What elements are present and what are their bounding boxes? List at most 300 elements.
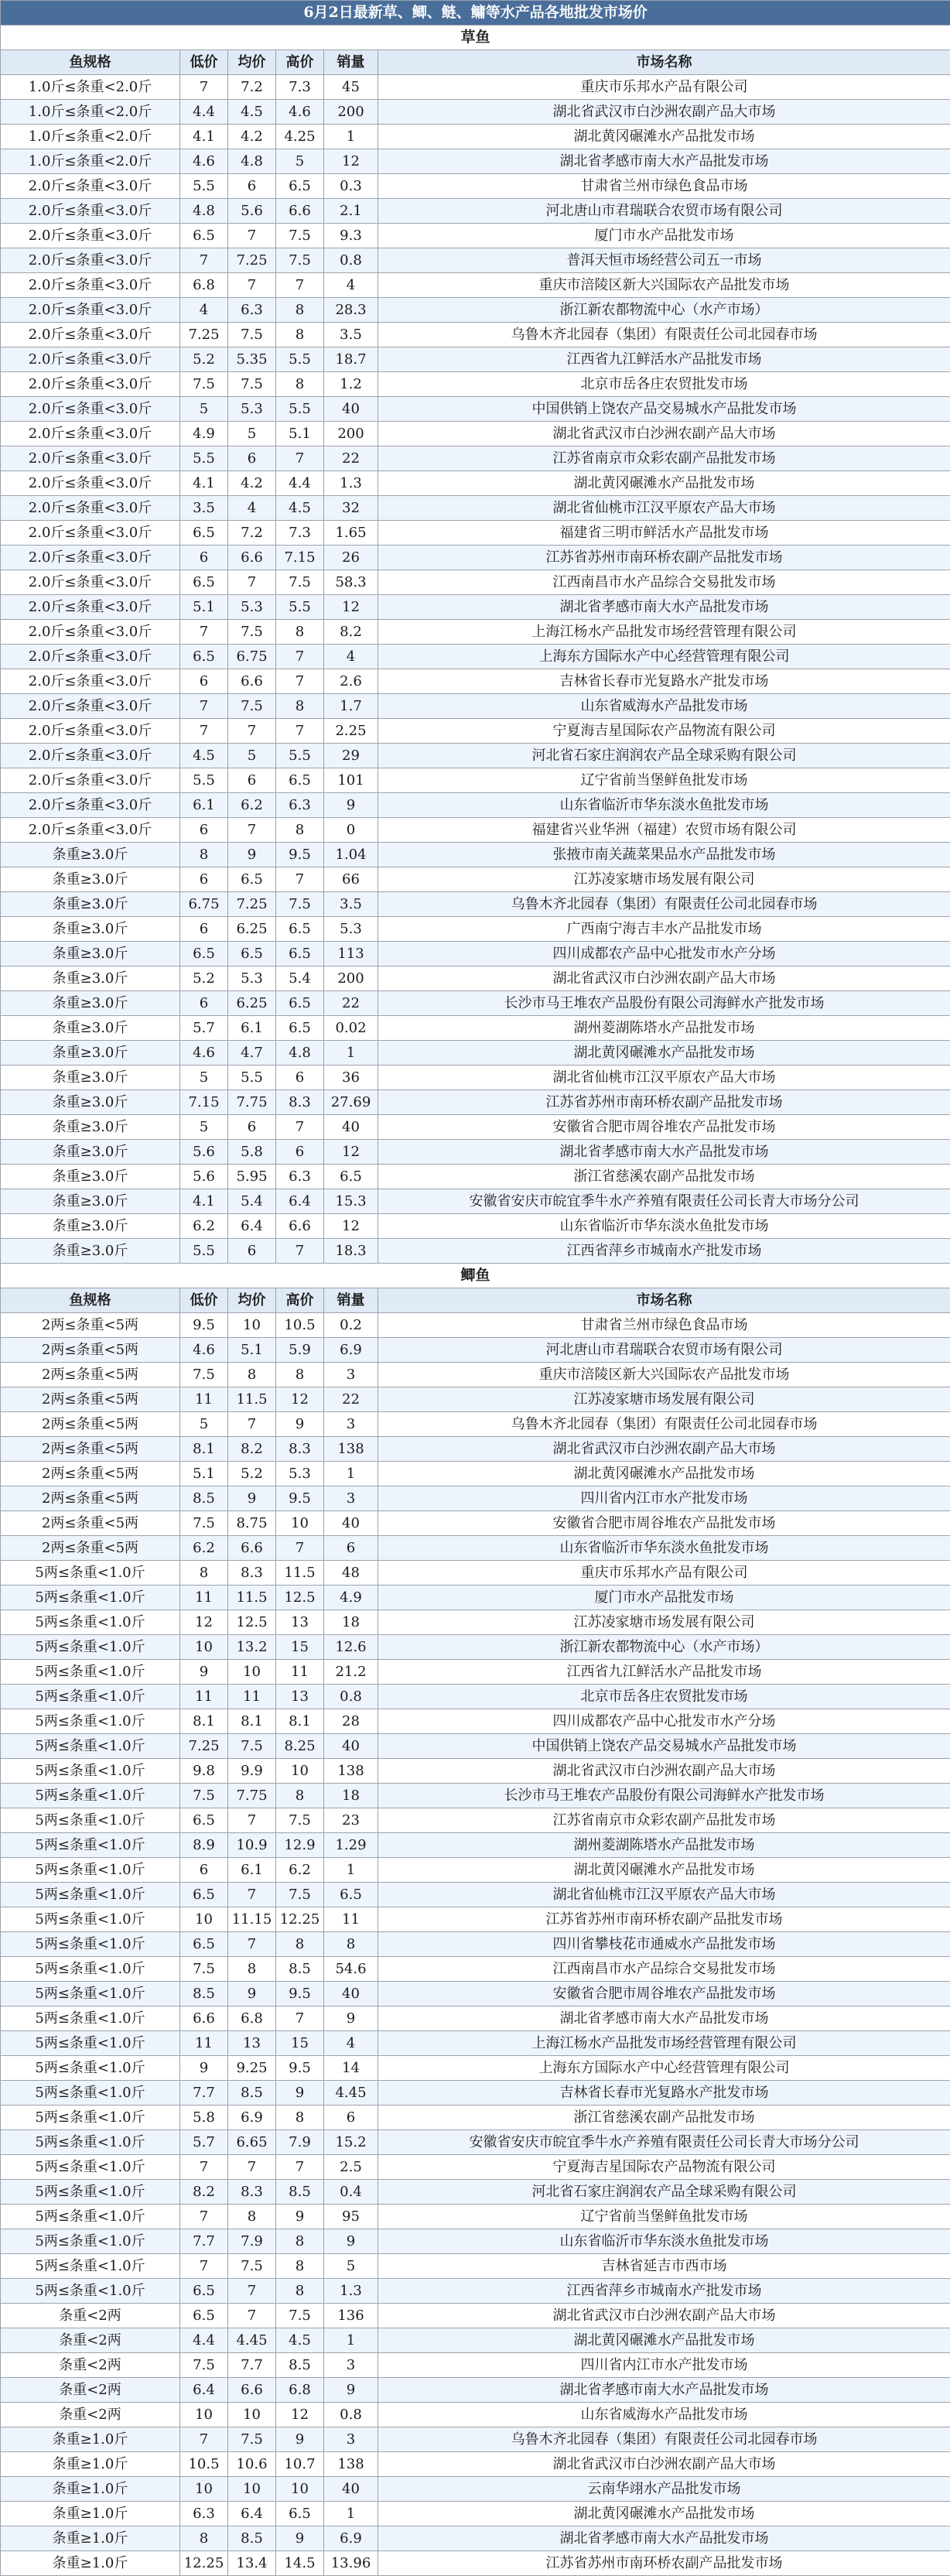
avg-price-cell: 9: [228, 1486, 276, 1511]
high-price-cell: 7: [276, 719, 324, 744]
spec-cell: 2.0斤≤条重<3.0斤: [1, 422, 180, 446]
high-price-cell: 7: [276, 446, 324, 471]
spec-cell: 2.0斤≤条重<3.0斤: [1, 744, 180, 768]
volume-cell: 1: [324, 2502, 378, 2526]
volume-cell: 6.9: [324, 1338, 378, 1363]
high-price-cell: 9: [276, 2205, 324, 2229]
low-price-cell: 5.6: [180, 1165, 228, 1189]
avg-price-cell: 7: [228, 1808, 276, 1833]
spec-cell: 5两≤条重<1.0斤: [1, 2180, 180, 2205]
volume-cell: 200: [324, 966, 378, 991]
low-price-cell: 7: [180, 2427, 228, 2452]
market-name-cell: 河北省石家庄润润农产品全球采购有限公司: [378, 2180, 950, 2205]
volume-cell: 3: [324, 2353, 378, 2378]
volume-cell: 5: [324, 2254, 378, 2279]
low-price-cell: 5.2: [180, 347, 228, 372]
low-price-cell: 5.5: [180, 174, 228, 199]
low-price-cell: 6.75: [180, 892, 228, 917]
high-price-cell: 7.3: [276, 75, 324, 100]
low-price-cell: 10: [180, 2403, 228, 2427]
volume-cell: 48: [324, 1561, 378, 1586]
avg-price-cell: 7: [228, 1932, 276, 1957]
table-row: [1, 2006, 950, 2031]
volume-cell: 1.65: [324, 521, 378, 546]
market-name-cell: 上海江杨水产品批发市场经营管理有限公司: [378, 2031, 950, 2056]
market-name-cell: 浙江新农都物流中心（水产市场）: [378, 298, 950, 323]
table-row: [1, 1016, 950, 1041]
avg-price-cell: 7.2: [228, 75, 276, 100]
low-price-cell: 7.7: [180, 2081, 228, 2106]
volume-cell: 138: [324, 1759, 378, 1784]
table-row: [1, 1759, 950, 1784]
market-name-cell: 湖州菱湖陈塔水产品批发市场: [378, 1833, 950, 1858]
spec-cell: 2两≤条重<5两: [1, 1412, 180, 1437]
spec-cell: 5两≤条重<1.0斤: [1, 2056, 180, 2081]
avg-price-cell: 5.3: [228, 595, 276, 620]
table-row: [1, 1338, 950, 1363]
low-price-cell: 4.6: [180, 149, 228, 174]
avg-price-cell: 6: [228, 1115, 276, 1140]
table-row: [1, 2378, 950, 2403]
low-price-cell: 6.5: [180, 645, 228, 669]
table-row: [1, 645, 950, 669]
avg-price-cell: 7.5: [228, 2254, 276, 2279]
spec-cell: 2.0斤≤条重<3.0斤: [1, 793, 180, 818]
market-name-cell: 中国供销上饶农产品交易城水产品批发市场: [378, 397, 950, 422]
low-price-cell: 7.5: [180, 2353, 228, 2378]
avg-price-cell: 7: [228, 2304, 276, 2328]
low-price-cell: 10: [180, 1907, 228, 1932]
spec-cell: 条重≥3.0斤: [1, 1140, 180, 1165]
high-price-cell: 9.5: [276, 2056, 324, 2081]
high-price-cell: 8: [276, 372, 324, 397]
high-price-cell: 8: [276, 1363, 324, 1387]
spec-cell: 2两≤条重<5两: [1, 1511, 180, 1536]
table-row: [1, 273, 950, 298]
market-name-cell: 四川省攀枝花市通威水产品批发市场: [378, 1932, 950, 1957]
table-row: [1, 1858, 950, 1883]
table-row: [1, 1090, 950, 1115]
avg-price-cell: 6.9: [228, 2106, 276, 2130]
low-price-cell: 6.5: [180, 1932, 228, 1957]
table-row: [1, 1610, 950, 1635]
avg-price-cell: 7.5: [228, 1734, 276, 1759]
high-price-cell: 8: [276, 298, 324, 323]
volume-cell: 0: [324, 818, 378, 843]
volume-cell: 2.25: [324, 719, 378, 744]
market-name-cell: 湖北省武汉市白沙洲农副产品大市场: [378, 2452, 950, 2477]
high-price-cell: 8: [276, 2229, 324, 2254]
high-price-cell: 9.5: [276, 1982, 324, 2006]
table-row: [1, 2180, 950, 2205]
avg-price-cell: 6.4: [228, 1214, 276, 1239]
avg-price-cell: 7: [228, 2279, 276, 2304]
table-row: [1, 843, 950, 867]
spec-cell: 条重≥1.0斤: [1, 2452, 180, 2477]
table-row: [1, 2304, 950, 2328]
avg-price-cell: 6.25: [228, 991, 276, 1016]
avg-price-cell: 8: [228, 1363, 276, 1387]
high-price-cell: 5.5: [276, 744, 324, 768]
volume-cell: 22: [324, 446, 378, 471]
avg-price-cell: 6.1: [228, 1016, 276, 1041]
table-row: [1, 397, 950, 422]
low-price-cell: 6.5: [180, 570, 228, 595]
market-name-cell: 江西省九江鲜活水产品批发市场: [378, 347, 950, 372]
table-row: [1, 2254, 950, 2279]
volume-cell: 40: [324, 1511, 378, 1536]
spec-cell: 2.0斤≤条重<3.0斤: [1, 372, 180, 397]
table-row: [1, 100, 950, 125]
market-name-cell: 福建省兴业华洲（福建）农贸市场有限公司: [378, 818, 950, 843]
table-row: [1, 1982, 950, 2006]
low-price-cell: 6.1: [180, 793, 228, 818]
volume-cell: 23: [324, 1808, 378, 1833]
table-row: [1, 446, 950, 471]
low-price-cell: 4.1: [180, 125, 228, 149]
avg-price-cell: 4.5: [228, 100, 276, 125]
avg-price-cell: 6.5: [228, 867, 276, 892]
avg-price-cell: 8.75: [228, 1511, 276, 1536]
high-price-cell: 9: [276, 1412, 324, 1437]
avg-price-cell: 10: [228, 2403, 276, 2427]
table-row: [1, 1957, 950, 1982]
spec-cell: 条重≥1.0斤: [1, 2526, 180, 2551]
table-row: [1, 2155, 950, 2180]
table-row: [1, 1462, 950, 1486]
low-price-cell: 5.1: [180, 1462, 228, 1486]
volume-cell: 6.5: [324, 1883, 378, 1907]
high-price-cell: 8: [276, 818, 324, 843]
table-row: [1, 1734, 950, 1759]
avg-price-cell: 6.1: [228, 1858, 276, 1883]
spec-cell: 条重<2两: [1, 2403, 180, 2427]
volume-cell: 3.5: [324, 323, 378, 347]
avg-price-cell: 11.5: [228, 1387, 276, 1412]
high-price-cell: 9.5: [276, 1486, 324, 1511]
table-row: [1, 1115, 950, 1140]
spec-cell: 2.0斤≤条重<3.0斤: [1, 719, 180, 744]
low-price-cell: 6.5: [180, 942, 228, 966]
volume-cell: 4.9: [324, 1586, 378, 1610]
table-row: [1, 174, 950, 199]
low-price-cell: 6.5: [180, 2279, 228, 2304]
volume-cell: 6.5: [324, 1165, 378, 1189]
table-row: [1, 546, 950, 570]
avg-price-cell: 8: [228, 1957, 276, 1982]
volume-cell: 27.69: [324, 1090, 378, 1115]
spec-cell: 2两≤条重<5两: [1, 1363, 180, 1387]
spec-cell: 2.0斤≤条重<3.0斤: [1, 471, 180, 496]
market-name-cell: 江苏省南京市众彩农副产品批发市场: [378, 1808, 950, 1833]
spec-cell: 条重≥3.0斤: [1, 1239, 180, 1264]
market-name-cell: 湖北省仙桃市江汉平原农产品大市场: [378, 1883, 950, 1907]
low-price-cell: 6: [180, 669, 228, 694]
column-header: 鱼规格: [1, 50, 180, 75]
low-price-cell: 5.5: [180, 1239, 228, 1264]
volume-cell: 1: [324, 1041, 378, 1066]
avg-price-cell: 6.2: [228, 793, 276, 818]
table-row: [1, 2551, 950, 2576]
spec-cell: 2两≤条重<5两: [1, 1536, 180, 1561]
market-name-cell: 江苏省南京市众彩农副产品批发市场: [378, 446, 950, 471]
low-price-cell: 11: [180, 1586, 228, 1610]
volume-cell: 11: [324, 1907, 378, 1932]
spec-cell: 条重<2两: [1, 2304, 180, 2328]
spec-cell: 5两≤条重<1.0斤: [1, 1907, 180, 1932]
avg-price-cell: 6.4: [228, 2502, 276, 2526]
avg-price-cell: 6.6: [228, 2378, 276, 2403]
high-price-cell: 10: [276, 1759, 324, 1784]
avg-price-cell: 4: [228, 496, 276, 521]
volume-cell: 0.8: [324, 248, 378, 273]
low-price-cell: 6.2: [180, 1536, 228, 1561]
spec-cell: 2两≤条重<5两: [1, 1313, 180, 1338]
high-price-cell: 6.3: [276, 793, 324, 818]
high-price-cell: 8.5: [276, 2353, 324, 2378]
spec-cell: 2.0斤≤条重<3.0斤: [1, 496, 180, 521]
high-price-cell: 7: [276, 1536, 324, 1561]
low-price-cell: 6.5: [180, 2304, 228, 2328]
high-price-cell: 6.3: [276, 1165, 324, 1189]
spec-cell: 5两≤条重<1.0斤: [1, 1784, 180, 1808]
market-name-cell: 上海江杨水产品批发市场经营管理有限公司: [378, 620, 950, 645]
market-name-cell: 浙江省慈溪农副产品批发市场: [378, 2106, 950, 2130]
high-price-cell: 6.5: [276, 991, 324, 1016]
high-price-cell: 7: [276, 273, 324, 298]
avg-price-cell: 7: [228, 570, 276, 595]
volume-cell: 1: [324, 2328, 378, 2353]
avg-price-cell: 7.25: [228, 248, 276, 273]
spec-cell: 条重≥3.0斤: [1, 1214, 180, 1239]
avg-price-cell: 10: [228, 1660, 276, 1685]
avg-price-cell: 7.5: [228, 694, 276, 719]
volume-cell: 9: [324, 2229, 378, 2254]
column-header: 低价: [180, 50, 228, 75]
spec-cell: 条重≥3.0斤: [1, 1090, 180, 1115]
table-row: [1, 595, 950, 620]
high-price-cell: 8.3: [276, 1437, 324, 1462]
table-row: [1, 1486, 950, 1511]
low-price-cell: 5: [180, 397, 228, 422]
table-row: [1, 149, 950, 174]
high-price-cell: 14.5: [276, 2551, 324, 2576]
spec-cell: 5两≤条重<1.0斤: [1, 1982, 180, 2006]
high-price-cell: 8: [276, 2254, 324, 2279]
spec-cell: 5两≤条重<1.0斤: [1, 1833, 180, 1858]
spec-cell: 2两≤条重<5两: [1, 1338, 180, 1363]
low-price-cell: 6: [180, 917, 228, 942]
spec-cell: 2.0斤≤条重<3.0斤: [1, 248, 180, 273]
avg-price-cell: 7: [228, 1883, 276, 1907]
low-price-cell: 4.1: [180, 1189, 228, 1214]
low-price-cell: 7.5: [180, 1784, 228, 1808]
avg-price-cell: 8.5: [228, 2526, 276, 2551]
spec-cell: 5两≤条重<1.0斤: [1, 1883, 180, 1907]
avg-price-cell: 7: [228, 273, 276, 298]
spec-cell: 2.0斤≤条重<3.0斤: [1, 298, 180, 323]
market-name-cell: 山东省临沂市华东淡水鱼批发市场: [378, 1536, 950, 1561]
table-row: [1, 694, 950, 719]
spec-cell: 条重<2两: [1, 2328, 180, 2353]
market-name-cell: 浙江新农都物流中心（水产市场）: [378, 1635, 950, 1660]
market-name-cell: 山东省临沂市华东淡水鱼批发市场: [378, 1214, 950, 1239]
high-price-cell: 5.5: [276, 397, 324, 422]
low-price-cell: 5.5: [180, 768, 228, 793]
table-row: [1, 2502, 950, 2526]
market-name-cell: 吉林省延吉市西市场: [378, 2254, 950, 2279]
market-name-cell: 四川省内江市水产批发市场: [378, 1486, 950, 1511]
high-price-cell: 7.5: [276, 1808, 324, 1833]
avg-price-cell: 6.6: [228, 1536, 276, 1561]
low-price-cell: 3.5: [180, 496, 228, 521]
avg-price-cell: 6: [228, 174, 276, 199]
low-price-cell: 6.3: [180, 2502, 228, 2526]
volume-cell: 6: [324, 2106, 378, 2130]
volume-cell: 22: [324, 991, 378, 1016]
high-price-cell: 13: [276, 1685, 324, 1709]
avg-price-cell: 5.3: [228, 397, 276, 422]
title-row: [1, 1, 950, 26]
low-price-cell: 5: [180, 1412, 228, 1437]
market-name-cell: 江苏凌家塘市场发展有限公司: [378, 1387, 950, 1412]
market-name-cell: 湖北省武汉市白沙洲农副产品大市场: [378, 966, 950, 991]
table-row: [1, 892, 950, 917]
market-name-cell: 湖北省孝感市南大水产品批发市场: [378, 2526, 950, 2551]
low-price-cell: 6.5: [180, 521, 228, 546]
market-name-cell: 安徽省合肥市周谷堆农产品批发市场: [378, 1511, 950, 1536]
table-row: [1, 1784, 950, 1808]
avg-price-cell: 4.7: [228, 1041, 276, 1066]
spec-cell: 条重≥1.0斤: [1, 2427, 180, 2452]
high-price-cell: 8: [276, 1932, 324, 1957]
high-price-cell: 10: [276, 1511, 324, 1536]
table-row: [1, 2452, 950, 2477]
table-row: [1, 2106, 950, 2130]
spec-cell: 2.0斤≤条重<3.0斤: [1, 397, 180, 422]
volume-cell: 12.6: [324, 1635, 378, 1660]
high-price-cell: 7.5: [276, 224, 324, 248]
volume-cell: 12: [324, 595, 378, 620]
spec-cell: 条重≥3.0斤: [1, 917, 180, 942]
avg-price-cell: 12.5: [228, 1610, 276, 1635]
spec-cell: 5两≤条重<1.0斤: [1, 1858, 180, 1883]
column-header: 高价: [276, 50, 324, 75]
table-row: [1, 422, 950, 446]
avg-price-cell: 4.2: [228, 125, 276, 149]
market-name-cell: 安徽省合肥市周谷堆农产品批发市场: [378, 1982, 950, 2006]
table-row: [1, 991, 950, 1016]
volume-cell: 66: [324, 867, 378, 892]
market-name-cell: 北京市岳各庄农贸批发市场: [378, 372, 950, 397]
spec-cell: 2.0斤≤条重<3.0斤: [1, 595, 180, 620]
market-name-cell: 江西省萍乡市城南水产批发市场: [378, 2279, 950, 2304]
market-name-cell: 湖北黄冈碾滩水产品批发市场: [378, 125, 950, 149]
market-name-cell: 甘肃省兰州市绿色食品市场: [378, 1313, 950, 1338]
low-price-cell: 7: [180, 2254, 228, 2279]
market-name-cell: 辽宁省前当堡鲜鱼批发市场: [378, 768, 950, 793]
spec-cell: 5两≤条重<1.0斤: [1, 2205, 180, 2229]
low-price-cell: 8: [180, 843, 228, 867]
column-header: 均价: [228, 1288, 276, 1313]
market-name-cell: 重庆市涪陵区新大兴国际农产品批发市场: [378, 273, 950, 298]
spec-cell: 2.0斤≤条重<3.0斤: [1, 818, 180, 843]
market-name-cell: 湖北省武汉市白沙洲农副产品大市场: [378, 1437, 950, 1462]
low-price-cell: 5.7: [180, 2130, 228, 2155]
high-price-cell: 6.5: [276, 768, 324, 793]
high-price-cell: 9: [276, 2526, 324, 2551]
volume-cell: 3: [324, 1412, 378, 1437]
spec-cell: 5两≤条重<1.0斤: [1, 1932, 180, 1957]
table-row: [1, 1808, 950, 1833]
table-row: [1, 471, 950, 496]
volume-cell: 40: [324, 1115, 378, 1140]
avg-price-cell: 6.25: [228, 917, 276, 942]
low-price-cell: 7: [180, 620, 228, 645]
spec-cell: 2.0斤≤条重<3.0斤: [1, 273, 180, 298]
volume-cell: 1.29: [324, 1833, 378, 1858]
volume-cell: 1.3: [324, 471, 378, 496]
table-row: [1, 2031, 950, 2056]
table-row: [1, 199, 950, 224]
low-price-cell: 10: [180, 2477, 228, 2502]
low-price-cell: 5: [180, 1066, 228, 1090]
avg-price-cell: 5: [228, 744, 276, 768]
avg-price-cell: 8.2: [228, 1437, 276, 1462]
table-row: [1, 75, 950, 100]
market-name-cell: 安徽省安庆市皖宜季牛水产养殖有限责任公司长青大市场分公司: [378, 1189, 950, 1214]
page-title: 6月2日最新草、鲫、鲢、鳙等水产品各地批发市场价: [1, 1, 950, 26]
table-row: [1, 224, 950, 248]
low-price-cell: 8.5: [180, 1486, 228, 1511]
volume-cell: 21.2: [324, 1660, 378, 1685]
market-name-cell: 湖州菱湖陈塔水产品批发市场: [378, 1016, 950, 1041]
high-price-cell: 7.5: [276, 2304, 324, 2328]
table-row: [1, 496, 950, 521]
table-row: [1, 818, 950, 843]
high-price-cell: 13: [276, 1610, 324, 1635]
avg-price-cell: 11.5: [228, 1586, 276, 1610]
volume-cell: 101: [324, 768, 378, 793]
avg-price-cell: 6: [228, 1239, 276, 1264]
avg-price-cell: 11: [228, 1685, 276, 1709]
high-price-cell: 12.5: [276, 1586, 324, 1610]
market-name-cell: 湖北黄冈碾滩水产品批发市场: [378, 471, 950, 496]
high-price-cell: 8.3: [276, 1090, 324, 1115]
low-price-cell: 5.6: [180, 1140, 228, 1165]
market-name-cell: 湖北省武汉市白沙洲农副产品大市场: [378, 100, 950, 125]
low-price-cell: 7: [180, 75, 228, 100]
table-row: [1, 1685, 950, 1709]
table-row: [1, 1214, 950, 1239]
market-name-cell: 中国供销上饶农产品交易城水产品批发市场: [378, 1734, 950, 1759]
spec-cell: 5两≤条重<1.0斤: [1, 2254, 180, 2279]
volume-cell: 8: [324, 1932, 378, 1957]
spec-cell: 条重≥3.0斤: [1, 1066, 180, 1090]
market-name-cell: 湖北省孝感市南大水产品批发市场: [378, 1140, 950, 1165]
low-price-cell: 5: [180, 1115, 228, 1140]
volume-cell: 3: [324, 2427, 378, 2452]
spec-cell: 5两≤条重<1.0斤: [1, 1635, 180, 1660]
low-price-cell: 6.8: [180, 273, 228, 298]
low-price-cell: 8: [180, 2526, 228, 2551]
table-row: [1, 323, 950, 347]
volume-cell: 40: [324, 397, 378, 422]
volume-cell: 0.8: [324, 1685, 378, 1709]
table-row: [1, 1387, 950, 1412]
avg-price-cell: 5.6: [228, 199, 276, 224]
spec-cell: 5两≤条重<1.0斤: [1, 1685, 180, 1709]
